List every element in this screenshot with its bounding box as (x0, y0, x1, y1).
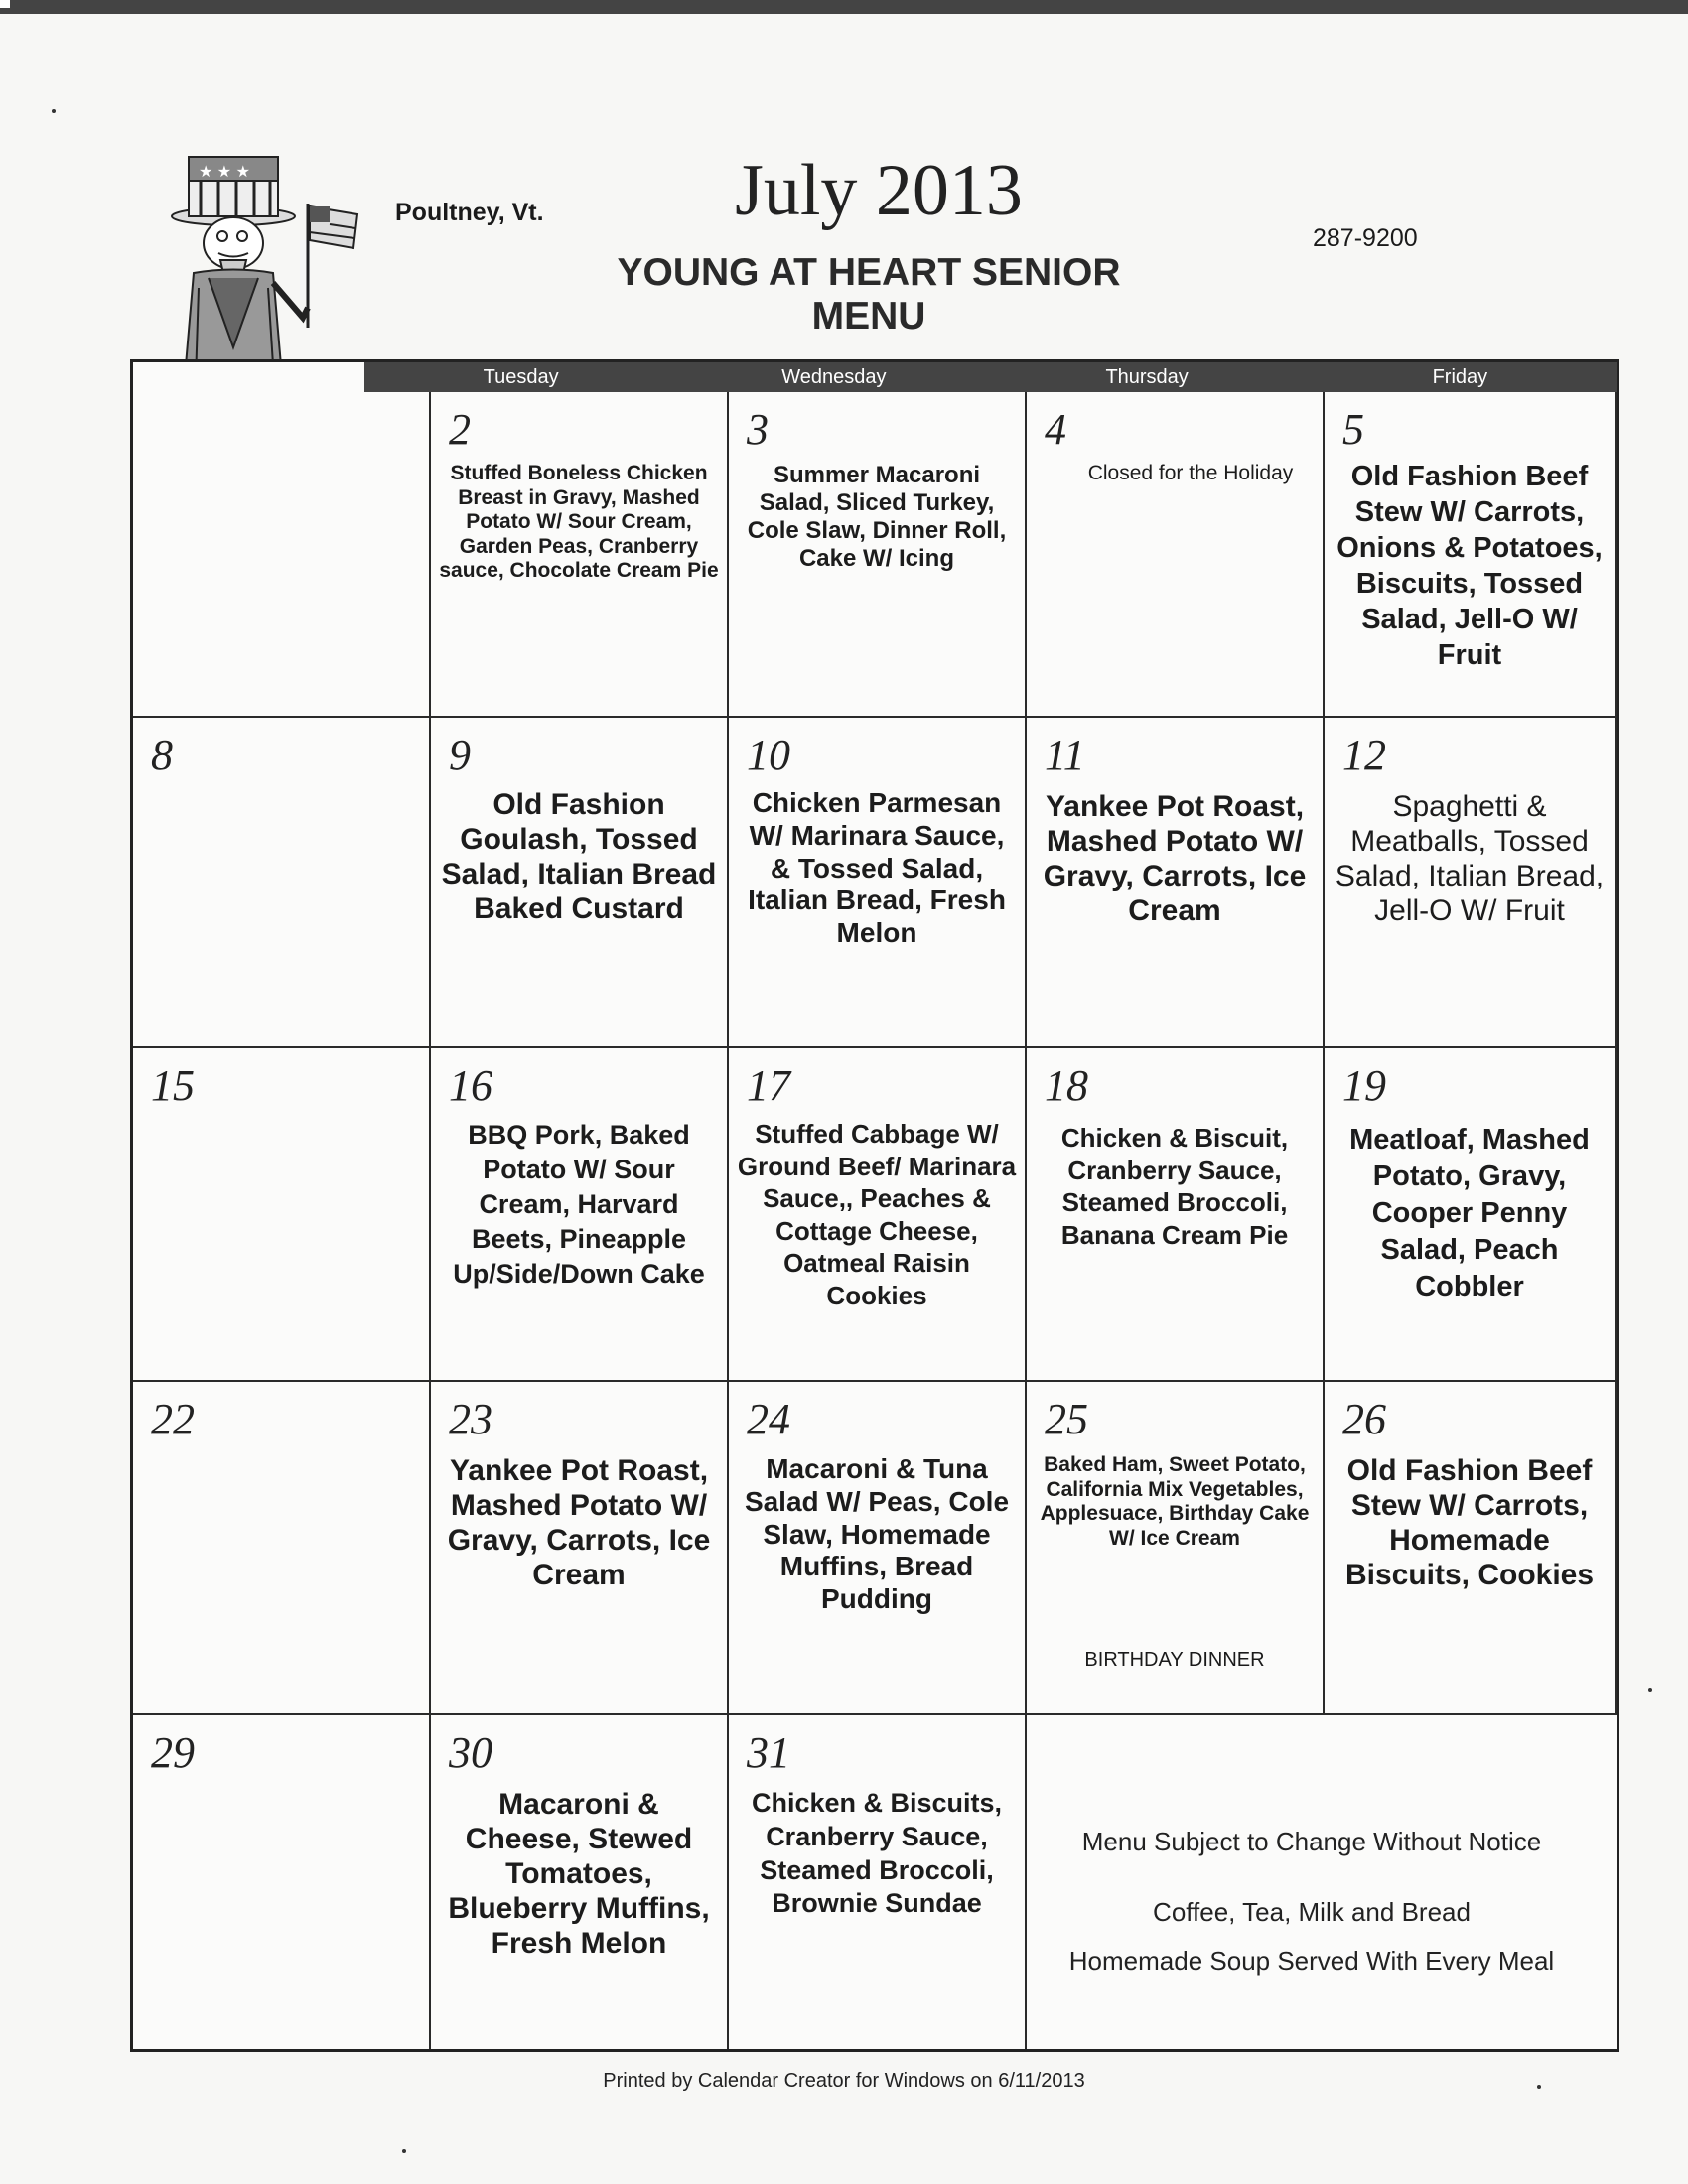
day-number: 8 (151, 731, 173, 779)
day-cell-22 (133, 1382, 431, 1715)
day-cell-empty (133, 392, 431, 718)
day-cell-15 (133, 1048, 431, 1382)
day-number: 18 (1045, 1061, 1088, 1110)
day-cell-29 (133, 1715, 431, 2049)
scan-speck (402, 2149, 406, 2153)
notes-change-notice: Menu Subject to Change Without Notice (1081, 1827, 1542, 1856)
notes-soup: Homemade Soup Served With Every Meal (1068, 1946, 1555, 1976)
day-cell-16 (431, 1048, 729, 1382)
weekday-friday: Friday (1432, 366, 1488, 388)
day-menu: Macaroni & Tuna Salad W/ Peas, Cole Slaw, Homemade Muffins, Bread Pudding (744, 1453, 1010, 1614)
weekday-thursday: Thursday (1105, 366, 1189, 388)
day-cell-30 (431, 1715, 729, 2049)
day-menu: Chicken & Biscuits, Cranberry Sauce, Steamed Broccoli, Brownie Sundae (751, 1788, 1003, 1919)
scan-speck (1648, 1688, 1652, 1692)
day-number: 17 (747, 1061, 790, 1110)
day-number: 16 (449, 1061, 492, 1110)
day-menu: Stuffed Cabbage W/ Ground Beef/ Marinara Sauce,, Peaches & Cottage Cheese, Oatmeal Raisin Cookies (737, 1119, 1017, 1310)
day-cell-17 (729, 1048, 1027, 1382)
location-label: Poultney, Vt. (395, 199, 544, 226)
day-number: 22 (151, 1395, 195, 1443)
day-number: 2 (449, 405, 471, 454)
day-cell-11 (1027, 718, 1325, 1048)
day-menu: Yankee Pot Roast, Mashed Potato W/ Gravy, Carrots, Ice Cream (1043, 790, 1307, 928)
day-number: 11 (1045, 731, 1085, 779)
menu-calendar (130, 359, 1619, 2052)
day-cell-24 (729, 1382, 1027, 1715)
day-cell-5 (1325, 392, 1617, 718)
day-menu: Baked Ham, Sweet Potato, California Mix Vegetables, Applesuace, Birthday Cake W/ Ice Cream (1040, 1453, 1310, 1550)
day-menu: Chicken & Biscuit, Cranberry Sauce, Steamed Broccoli, Banana Cream Pie (1060, 1123, 1289, 1250)
day-number: 30 (449, 1728, 492, 1777)
day-number: 29 (151, 1728, 195, 1777)
print-footer: Printed by Calendar Creator for Windows on 6/11/2013 (603, 2070, 1085, 2092)
day-menu: BBQ Pork, Baked Potato W/ Sour Cream, Harvard Beets, Pineapple Up/Side/Down Cake (453, 1120, 705, 1290)
day-number: 5 (1342, 405, 1364, 454)
day-number: 3 (747, 405, 769, 454)
day-number: 23 (449, 1395, 492, 1443)
day-number: 25 (1045, 1395, 1088, 1443)
day-menu: Summer Macaroni Salad, Sliced Turkey, Cole Slaw, Dinner Roll, Cake W/ Icing (747, 462, 1007, 573)
day-cell-31 (729, 1715, 1027, 2049)
day-cell-25 (1027, 1382, 1325, 1715)
menu-notes (1007, 1827, 1617, 1994)
day-cell-4 (1027, 392, 1325, 718)
month-title: July 2013 (735, 150, 1023, 231)
day-menu: Chicken Parmesan W/ Marinara Sauce, & Tossed Salad, Italian Bread, Fresh Melon (748, 787, 1006, 948)
day-menu: Old Fashion Goulash, Tossed Salad, Italian Bread Baked Custard (441, 788, 717, 926)
day-number: 26 (1342, 1395, 1386, 1443)
day-number: 15 (151, 1061, 195, 1110)
phone-number: 287-9200 (1313, 224, 1418, 252)
day-number: 10 (747, 731, 790, 779)
notes-beverages: Coffee, Tea, Milk and Bread (1153, 1897, 1471, 1927)
menu-title: YOUNG AT HEART SENIOR MENU (617, 251, 1121, 338)
day-menu: Old Fashion Beef Stew W/ Carrots, Onions & Potatoes, Biscuits, Tossed Salad, Jell-O W/ Fruit (1336, 461, 1603, 671)
day-number: 24 (747, 1395, 790, 1443)
svg-text:★ ★ ★: ★ ★ ★ (199, 164, 250, 181)
day-number: 9 (449, 731, 471, 779)
scan-notch (0, 0, 10, 8)
day-cell-3 (729, 392, 1027, 718)
day-number: 12 (1342, 731, 1386, 779)
day-menu: Yankee Pot Roast, Mashed Potato W/ Gravy, Carrots, Ice Cream (447, 1454, 711, 1592)
day-cell-9 (431, 718, 729, 1048)
day-cell-23 (431, 1382, 729, 1715)
day-menu: Closed for the Holiday (1087, 462, 1294, 484)
weekday-wednesday: Wednesday (781, 366, 887, 388)
birthday-dinner-note: BIRTHDAY DINNER (1084, 1649, 1265, 1671)
day-cell-2 (431, 392, 729, 718)
day-menu: Macaroni & Cheese, Stewed Tomatoes, Blueberry Muffins, Fresh Melon (448, 1788, 710, 1961)
day-cell-8 (133, 718, 431, 1048)
day-cell-12 (1325, 718, 1617, 1048)
day-menu: Stuffed Boneless Chicken Breast in Gravy, Mashed Potato W/ Sour Cream, Garden Peas, Cranberry sauce, Chocolate Cream Pie (439, 462, 719, 583)
day-menu: Meatloaf, Mashed Potato, Gravy, Cooper Penny Salad, Peach Cobbler (1349, 1124, 1590, 1303)
day-number: 4 (1045, 405, 1066, 454)
weekday-header (364, 362, 1617, 392)
scan-speck (1537, 2085, 1541, 2089)
scan-speck (52, 109, 56, 113)
day-number: 31 (747, 1728, 790, 1777)
day-cell-18 (1027, 1048, 1325, 1382)
day-cell-19 (1325, 1048, 1617, 1382)
scan-top-edge (0, 0, 1688, 14)
day-menu: Old Fashion Beef Stew W/ Carrots, Homemade Biscuits, Cookies (1344, 1454, 1595, 1592)
day-menu: Spaghetti & Meatballs, Tossed Salad, Italian Bread, Jell-O W/ Fruit (1335, 790, 1605, 928)
weekday-tuesday: Tuesday (483, 366, 559, 388)
day-cell-10 (729, 718, 1027, 1048)
day-cell-26 (1325, 1382, 1617, 1715)
day-number: 19 (1342, 1061, 1386, 1110)
